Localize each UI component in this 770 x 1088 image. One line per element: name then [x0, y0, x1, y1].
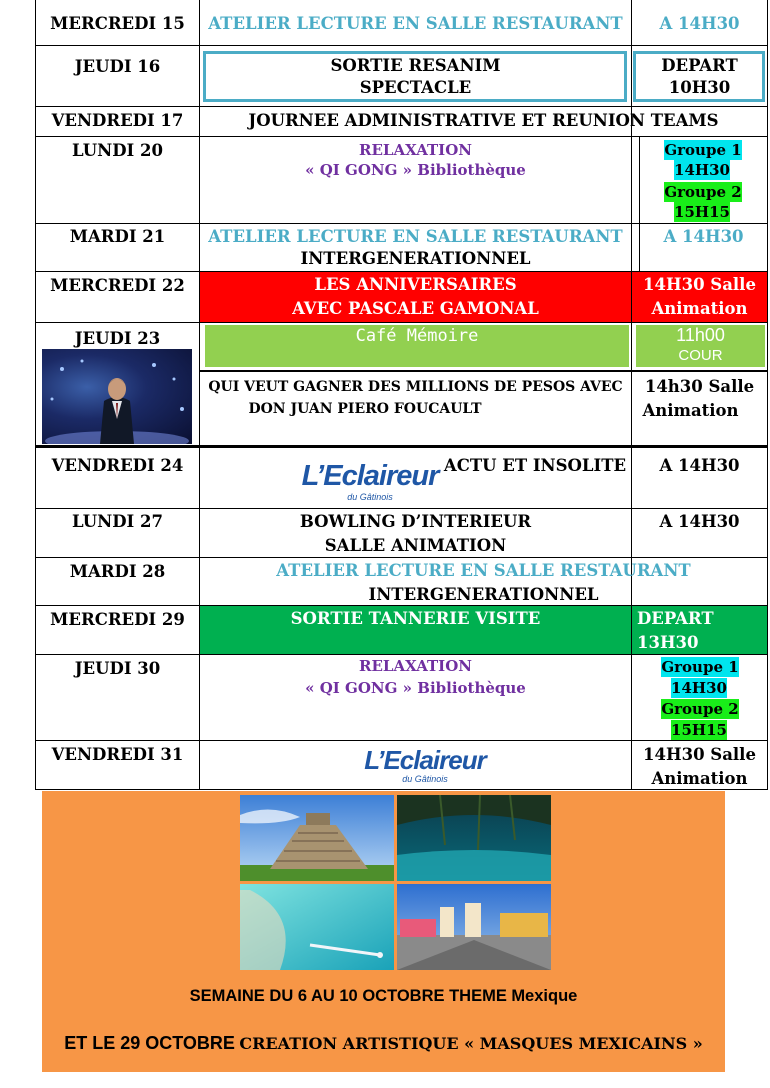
group-1-time: 14H30	[674, 161, 730, 179]
eclaireur-logo: L’Eclaireur du Gâtinois	[364, 745, 486, 784]
day-label: MERCREDI 29	[50, 610, 185, 629]
day-label: VENDREDI 24	[51, 456, 184, 475]
activity-line-2: AVEC PASCALE GAMONAL	[292, 299, 539, 318]
activity-line-1: BOWLING D’INTERIEUR	[299, 512, 532, 531]
day-label: VENDREDI 31	[51, 745, 184, 764]
activity-line-2: SPECTACLE	[359, 78, 472, 97]
group-2-time: 15H15	[674, 203, 730, 221]
activity-line-2: SALLE ANIMATION	[324, 536, 507, 555]
time-b-line-2: Animation	[642, 401, 739, 420]
day-label: JEUDI 23	[74, 329, 161, 348]
day-label: MARDI 28	[69, 562, 166, 581]
time-text: A 14H30	[659, 14, 740, 33]
banner-line-1	[42, 987, 725, 1006]
time-line-2: 13H30	[637, 633, 699, 652]
activity-text: ACTU ET INSOLITE	[443, 456, 627, 475]
activity-line-1: SORTIE RESANIM	[330, 56, 501, 75]
time-line-1: DEPART	[637, 609, 714, 628]
mexico-photo-collage	[240, 795, 551, 970]
tv-show-photo	[42, 349, 192, 444]
activity-line-2: INTERGENERATIONNEL	[368, 585, 599, 604]
time-line-1: DEPART	[661, 56, 738, 75]
banner-date: ET LE 29 OCTOBRE	[64, 1033, 235, 1053]
group-2-label: Groupe 2	[664, 183, 742, 201]
group-2-time: 15H15	[671, 721, 727, 739]
activity-line-2: « QI GONG » Bibliothèque	[305, 161, 526, 179]
activity-b-line-2: DON JUAN PIERO FOUCAULT	[248, 401, 482, 417]
eclaireur-logo: L’Eclaireur du Gâtinois	[301, 460, 439, 502]
activity-line-1: RELAXATION	[359, 657, 472, 675]
time-line-2: 10H30	[668, 78, 731, 97]
day-label: MERCREDI 15	[50, 14, 185, 33]
group-1-label: Groupe 1	[661, 658, 739, 676]
activity-a: Café Mémoire	[355, 326, 479, 346]
time-line-1: 14H30 Salle	[643, 745, 756, 764]
activity-line-1: RELAXATION	[359, 141, 472, 159]
day-label: MARDI 21	[69, 227, 166, 246]
activity-line-2: « QI GONG » Bibliothèque	[305, 679, 526, 697]
activity-b-line-1: QUI VEUT GAGNER DES MILLIONS DE PESOS AVEC	[208, 379, 623, 395]
day-label: LUNDI 20	[72, 141, 163, 160]
activity-line-2: INTERGENERATIONNEL	[300, 249, 531, 268]
time-a-2: COUR	[678, 347, 723, 364]
time-line-2: Animation	[651, 769, 748, 788]
time-line-1: 14H30 Salle	[643, 275, 756, 294]
activity-text: JOURNEE ADMINISTRATIVE ET REUNION TEAMS	[248, 111, 719, 130]
banner-line-2	[42, 1033, 725, 1054]
day-label: JEUDI 30	[74, 659, 161, 678]
time-line-2: Animation	[651, 299, 748, 318]
day-label: JEUDI 16	[74, 57, 161, 76]
time-a-1: 11h00	[676, 325, 725, 345]
time-text: A 14H30	[659, 512, 740, 531]
activity-line-1: ATELIER LECTURE EN SALLE RESTAURANT	[276, 561, 691, 580]
activity-line-1: LES ANNIVERSAIRES	[314, 275, 517, 294]
group-1-label: Groupe 1	[664, 141, 742, 159]
time-text: A 14H30	[663, 227, 744, 246]
time-b-line-1: 14h30 Salle	[644, 377, 755, 396]
day-label: LUNDI 27	[72, 512, 163, 531]
day-label: VENDREDI 17	[51, 111, 184, 130]
activity-line-1: ATELIER LECTURE EN SALLE RESTAURANT	[208, 227, 623, 246]
group-1-time: 14H30	[671, 679, 727, 697]
activity-text: SORTIE TANNERIE VISITE	[290, 609, 541, 628]
banner-theme: Mexique	[511, 987, 578, 1005]
group-2-label: Groupe 2	[661, 700, 739, 718]
day-label: MERCREDI 22	[50, 276, 185, 295]
activity-text: ATELIER LECTURE EN SALLE RESTAURANT	[208, 14, 623, 33]
time-text: A 14H30	[659, 456, 740, 475]
banner-line-1-text: SEMAINE DU 6 AU 10 OCTOBRE THEME	[189, 987, 507, 1005]
banner-workshop: CREATION ARTISTIQUE « MASQUES MEXICAINS »	[239, 1034, 703, 1053]
